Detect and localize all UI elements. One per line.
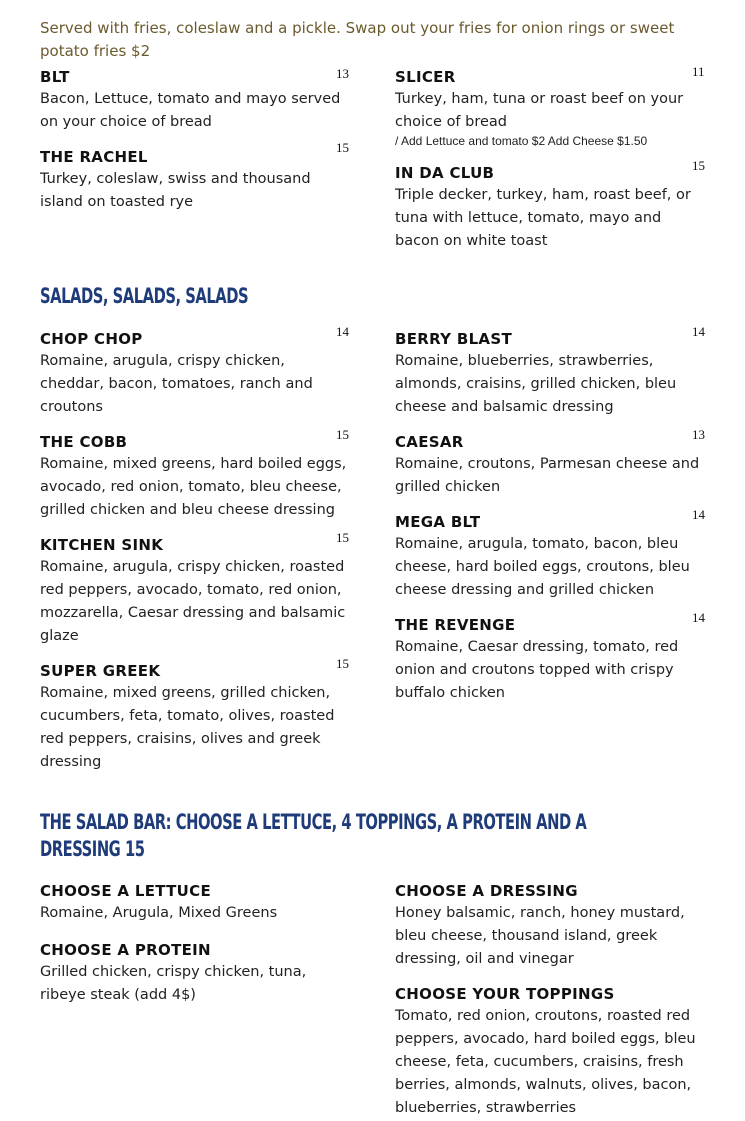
item-description: Romaine, Arugula, Mixed Greens: [40, 905, 278, 921]
item-name: SLICER: [395, 68, 456, 86]
sandwich-intro: Served with fries, coleslaw and a pickle. Swap out your fries for onion rings or sweet potato fries $2: [40, 19, 675, 60]
item-name: CHOOSE A DRESSING: [395, 882, 578, 900]
section-title-salad-bar-line2: DRESSING 15: [40, 837, 145, 861]
item-price: 15: [336, 427, 349, 442]
item-description: Romaine, croutons, Parmesan cheese and grilled chicken: [395, 456, 700, 495]
item-name: CHOOSE YOUR TOPPINGS: [395, 985, 615, 1003]
menu-item-in-da-club: [395, 158, 705, 253]
item-description: Tomato, red onion, croutons, roasted red peppers, avocado, hard boiled eggs, bleu cheese, feta, cucumbers, craisins, fresh berries, almonds, walnuts, olives, bacon, blueberries, strawberries: [395, 1008, 696, 1116]
salads-column-right: [395, 324, 705, 705]
item-description: Bacon, Lettuce, tomato and mayo served on your choice of bread: [40, 91, 341, 130]
section-title-salads: SALADS, SALADS, SALADS: [40, 284, 249, 308]
salad-bar-choose-dressing: [395, 880, 705, 971]
menu-item-blt: [40, 66, 350, 134]
salad-bar-column-right: [395, 880, 705, 1120]
item-price: 14: [336, 324, 349, 339]
salad-bar-choose-lettuce: [40, 880, 350, 925]
menu-item-berry-blast: [395, 324, 705, 419]
sandwich-column-right: [395, 66, 705, 253]
menu-item-the-revenge: [395, 610, 705, 705]
item-price: 15: [336, 656, 349, 671]
item-name: CHOOSE A PROTEIN: [40, 941, 211, 959]
menu-item-the-rachel: [40, 140, 350, 214]
item-description: Turkey, ham, tuna or roast beef on your choice of bread: [395, 91, 684, 130]
menu-item-chop-chop: [40, 324, 350, 419]
item-description: Romaine, Caesar dressing, tomato, red onion and croutons topped with crispy buffalo chicken: [395, 639, 679, 701]
item-description: Triple decker, turkey, ham, roast beef, or tuna with lettuce, tomato, mayo and bacon on white toast: [395, 187, 691, 249]
item-description: Romaine, mixed greens, grilled chicken, cucumbers, feta, tomato, olives, roasted red peppers, craisins, olives and greek dressing: [40, 685, 335, 770]
item-name: THE RACHEL: [40, 148, 148, 166]
item-price: 14: [692, 324, 705, 339]
item-description: Honey balsamic, ranch, honey mustard, bleu cheese, thousand island, greek dressing, oil and vinegar: [395, 905, 685, 967]
salad-bar-choose-protein: [40, 939, 350, 1007]
item-name: IN DA CLUB: [395, 164, 495, 182]
item-name: THE REVENGE: [395, 616, 516, 634]
item-description: Grilled chicken, crispy chicken, tuna, ribeye steak (add 4$): [40, 964, 307, 1003]
menu-item-slicer: [395, 66, 705, 148]
item-name: SUPER GREEK: [40, 662, 161, 680]
item-name: BERRY BLAST: [395, 330, 512, 348]
menu-item-the-cobb: [40, 427, 350, 522]
item-description: Romaine, arugula, crispy chicken, cheddar, bacon, tomatoes, ranch and croutons: [40, 353, 313, 415]
item-name: CHOP CHOP: [40, 330, 143, 348]
item-description: Romaine, blueberries, strawberries, almonds, craisins, grilled chicken, bleu cheese and balsamic dressing: [395, 353, 677, 415]
item-addon-note: / Add Lettuce and tomato $2 Add Cheese $1.50: [395, 134, 648, 148]
item-description: Romaine, mixed greens, hard boiled eggs, avocado, red onion, tomato, bleu cheese, grilled chicken and bleu cheese dressing: [40, 456, 347, 518]
item-price: 13: [336, 66, 349, 81]
item-price: 15: [692, 158, 705, 173]
item-name: CHOOSE A LETTUCE: [40, 882, 212, 900]
item-price: 15: [336, 530, 349, 545]
item-price: 14: [692, 507, 705, 522]
salad-bar-column-left: [40, 880, 350, 1007]
item-name: BLT: [40, 68, 70, 86]
salads-column-left: [40, 324, 350, 774]
item-description: Turkey, coleslaw, swiss and thousand island on toasted rye: [40, 171, 311, 210]
item-price: 15: [336, 140, 349, 155]
item-price: 11: [692, 64, 705, 79]
menu-item-mega-blt: [395, 507, 705, 602]
item-price: 13: [692, 427, 705, 442]
item-description: Romaine, arugula, tomato, bacon, bleu cheese, hard boiled eggs, croutons, bleu cheese dressing and grilled chicken: [395, 536, 690, 598]
item-description: Romaine, arugula, crispy chicken, roasted red peppers, avocado, tomato, red onion, mozzarella, Caesar dressing and balsamic glaze: [40, 559, 346, 644]
item-name: KITCHEN SINK: [40, 536, 164, 554]
item-name: MEGA BLT: [395, 513, 481, 531]
menu-item-kitchen-sink: [40, 530, 350, 648]
salad-bar-choose-toppings: [395, 983, 705, 1120]
sandwich-column-left: [40, 66, 350, 214]
item-price: 14: [692, 610, 705, 625]
item-name: THE COBB: [40, 433, 128, 451]
section-title-salad-bar-line1: THE SALAD BAR: CHOOSE A LETTUCE, 4 TOPPINGS, A PROTEIN AND A: [40, 810, 587, 834]
menu-item-super-greek: [40, 656, 350, 774]
menu-item-caesar: [395, 427, 705, 499]
item-name: CAESAR: [395, 433, 464, 451]
